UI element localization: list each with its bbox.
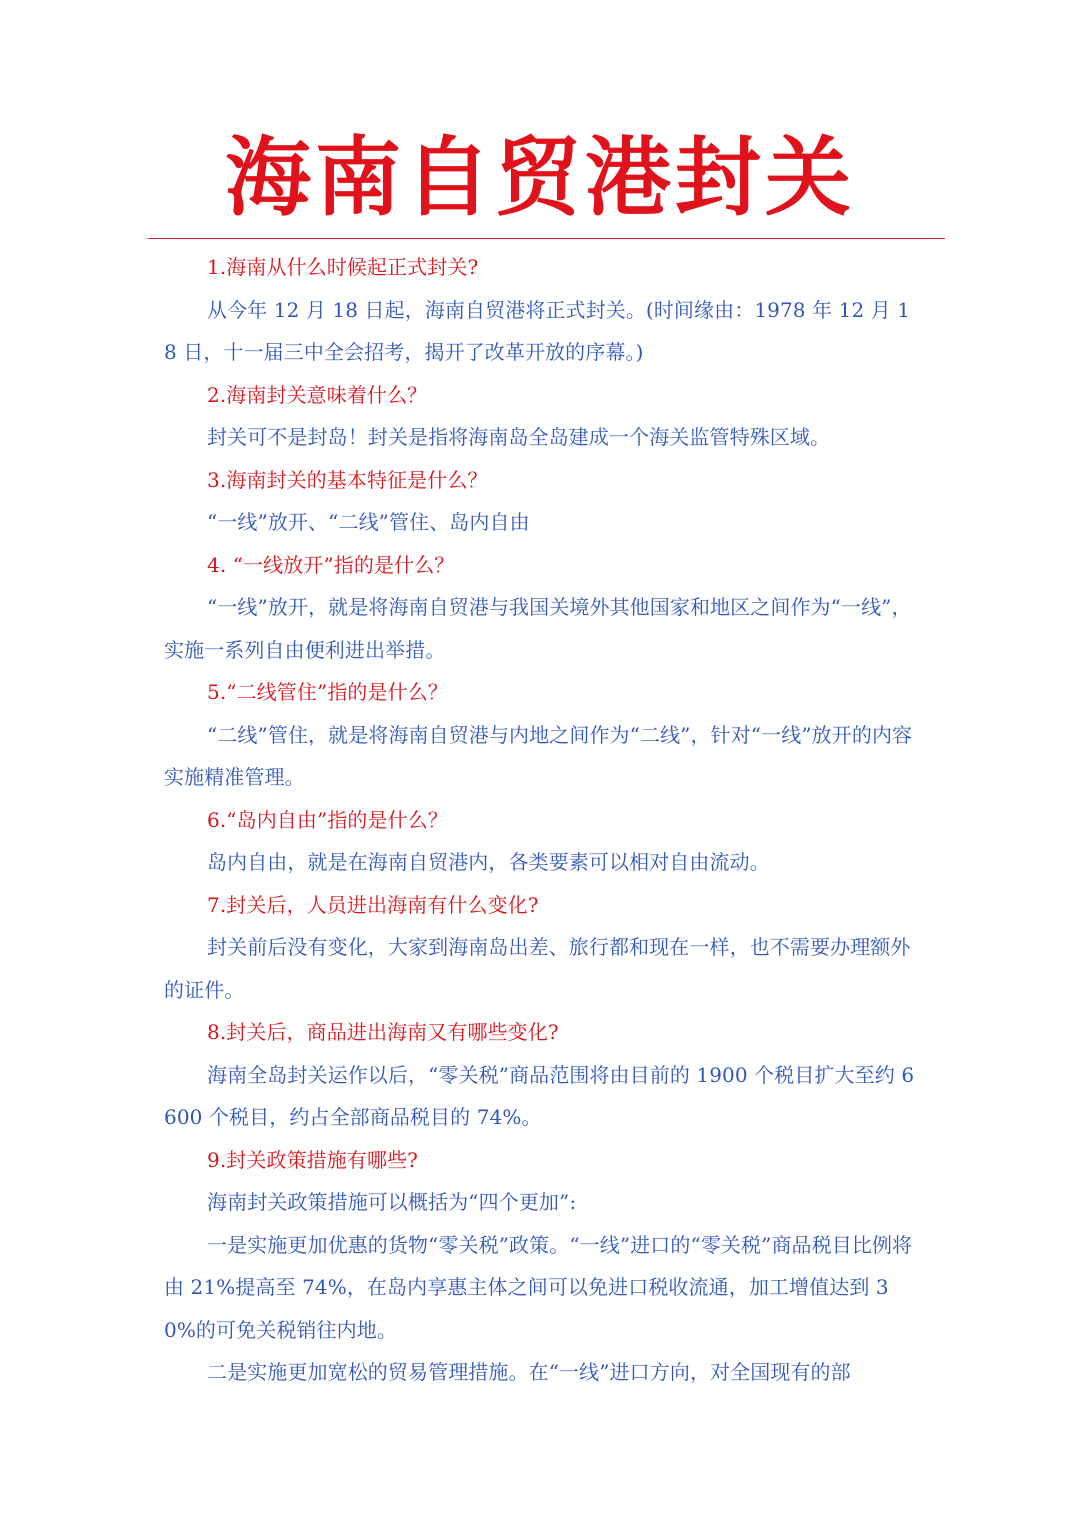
question-heading: 2.海南封关意味着什么？: [207, 382, 428, 407]
answer-paragraph: 一是实施更加优惠的货物“零关税”政策。“一线”进口的“零关税”商品税目比例将由 21%提高至 74%，在岛内享惠主体之间可以免进口税收流通，加工增值达到 30%的可免关税销往内地。: [164, 1232, 913, 1342]
answer-paragraph: 封关前后没有变化，大家到海南岛出差、旅行都和现在一样，也不需要办理额外的证件。: [164, 935, 911, 1002]
answer-paragraph: 封关可不是封岛！封关是指将海南岛全岛建成一个海关监管特殊区域。: [207, 425, 831, 449]
answer-paragraph: 海南封关政策措施可以概括为“四个更加”:: [207, 1190, 577, 1214]
question-heading: 5.“二线管住”指的是什么？: [207, 680, 448, 704]
question-heading: 3.海南封关的基本特征是什么？: [207, 467, 488, 492]
answer-paragraph: 海南全岛封关运作以后，“零关税”商品范围将由目前的 1900 个税目扩大至约 6600 个税目，约占全部商品税目的 74%。: [164, 1062, 915, 1129]
page-title: 海南自贸港封关: [225, 128, 855, 228]
answer-paragraph: “一线”放开，就是将海南自贸港与我国关境外其他国家和地区之间作为“一线”，实施一系列自由便利进出举措。: [164, 595, 912, 662]
title-divider: [148, 238, 945, 239]
question-heading: 6.“岛内自由”指的是什么？: [207, 807, 448, 832]
question-heading: 8.封关后，商品进出海南又有哪些变化?: [207, 1020, 559, 1044]
document-body: [164, 246, 916, 1394]
question-heading: 1.海南从什么时候起正式封关?: [207, 255, 479, 279]
answer-paragraph: “二线”管住，就是将海南自贸港与内地之间作为“二线”，针对“一线”放开的内容实施精准管理。: [164, 722, 913, 789]
answer-paragraph: 岛内自由，就是在海南自贸港内，各类要素可以相对自由流动。: [207, 850, 770, 874]
question-heading: 7.封关后，人员进出海南有什么变化?: [207, 892, 539, 917]
answer-paragraph: 从今年 12 月 18 日起，海南自贸港将正式封关。(时间缘由：1978 年 12 月 18 日，十一届三中全会招考，揭开了改革开放的序幕。): [164, 297, 911, 364]
question-heading: 9.封关政策措施有哪些?: [207, 1147, 419, 1172]
question-heading: 4. “一线放开”指的是什么？: [207, 552, 455, 577]
answer-paragraph: 二是实施更加宽松的贸易管理措施。在“一线”进口方向，对全国现有的部: [207, 1360, 851, 1384]
answer-paragraph: “一线”放开、“二线”管住、岛内自由: [207, 510, 530, 534]
